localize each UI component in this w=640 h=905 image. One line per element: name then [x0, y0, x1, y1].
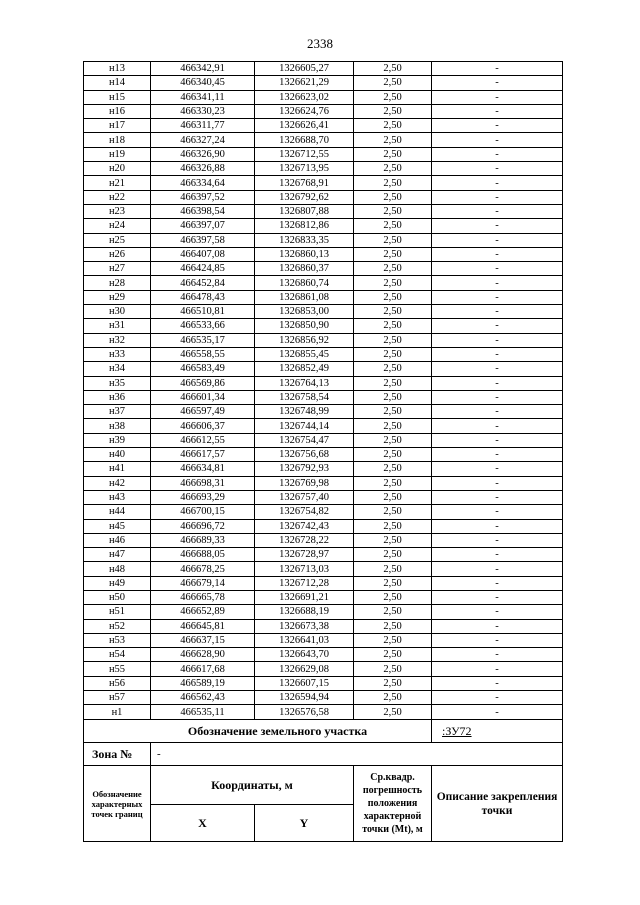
table-row: [84, 633, 563, 647]
description-cell: -: [432, 262, 563, 276]
y-coordinate-cell: 1326860,74: [255, 276, 354, 290]
point-id-cell: н25: [84, 233, 151, 247]
description-cell: -: [432, 619, 563, 633]
description-cell: -: [432, 490, 563, 504]
point-id-cell: н49: [84, 576, 151, 590]
accuracy-cell: 2,50: [354, 576, 432, 590]
description-cell: -: [432, 605, 563, 619]
description-cell: -: [432, 562, 563, 576]
x-coordinate-cell: 466478,43: [151, 290, 255, 304]
table-row: [84, 319, 563, 333]
description-cell: -: [432, 419, 563, 433]
y-coordinate-cell: 1326688,19: [255, 605, 354, 619]
accuracy-cell: 2,50: [354, 319, 432, 333]
zone-value: -: [151, 743, 563, 766]
x-coordinate-cell: 466589,19: [151, 676, 255, 690]
table-row: [84, 476, 563, 490]
description-cell: -: [432, 119, 563, 133]
x-coordinate-cell: 466452,84: [151, 276, 255, 290]
table-row: [84, 204, 563, 218]
description-cell: -: [432, 176, 563, 190]
accuracy-cell: 2,50: [354, 405, 432, 419]
x-coordinate-cell: 466612,55: [151, 433, 255, 447]
accuracy-cell: 2,50: [354, 462, 432, 476]
y-coordinate-cell: 1326853,00: [255, 305, 354, 319]
table-row: [84, 76, 563, 90]
description-cell: -: [432, 548, 563, 562]
x-coordinate-cell: 466700,15: [151, 505, 255, 519]
y-coordinate-cell: 1326754,82: [255, 505, 354, 519]
point-id-cell: н22: [84, 190, 151, 204]
table-row: [84, 104, 563, 118]
x-coordinate-cell: 466311,77: [151, 119, 255, 133]
y-coordinate-cell: 1326629,08: [255, 662, 354, 676]
description-cell: -: [432, 247, 563, 261]
x-coordinate-cell: 466637,15: [151, 633, 255, 647]
table-row: [84, 176, 563, 190]
x-coordinate-cell: 466407,08: [151, 247, 255, 261]
y-coordinate-cell: 1326861,08: [255, 290, 354, 304]
coordinates-header: Координаты, м: [151, 766, 354, 805]
description-cell: -: [432, 433, 563, 447]
table-row: [84, 405, 563, 419]
x-coordinate-cell: 466398,54: [151, 204, 255, 218]
accuracy-cell: 2,50: [354, 176, 432, 190]
accuracy-cell: 2,50: [354, 691, 432, 705]
coordinates-table: [83, 61, 563, 720]
x-coordinate-cell: 466693,29: [151, 490, 255, 504]
x-coordinate-cell: 466326,90: [151, 147, 255, 161]
page-number: 2338: [307, 36, 333, 51]
x-coordinate-cell: 466652,89: [151, 605, 255, 619]
x-coordinate-cell: 466634,81: [151, 462, 255, 476]
description-cell: -: [432, 290, 563, 304]
accuracy-cell: 2,50: [354, 633, 432, 647]
point-id-cell: н26: [84, 247, 151, 261]
point-id-cell: н48: [84, 562, 151, 576]
accuracy-cell: 2,50: [354, 605, 432, 619]
table-row: [84, 562, 563, 576]
accuracy-cell: 2,50: [354, 390, 432, 404]
x-coordinate-cell: 466510,81: [151, 305, 255, 319]
description-cell: -: [432, 233, 563, 247]
y-coordinate-cell: 1326855,45: [255, 347, 354, 361]
x-coordinate-cell: 466601,34: [151, 390, 255, 404]
description-cell: -: [432, 590, 563, 604]
y-coordinate-cell: 1326812,86: [255, 219, 354, 233]
description-cell: -: [432, 90, 563, 104]
point-id-cell: н53: [84, 633, 151, 647]
table-row: [84, 605, 563, 619]
table-row: [84, 290, 563, 304]
y-coordinate-cell: 1326623,02: [255, 90, 354, 104]
point-id-cell: н39: [84, 433, 151, 447]
table-row: [84, 333, 563, 347]
accuracy-cell: 2,50: [354, 276, 432, 290]
y-coordinate-cell: 1326748,99: [255, 405, 354, 419]
accuracy-cell: 2,50: [354, 548, 432, 562]
y-coordinate-cell: 1326621,29: [255, 76, 354, 90]
accuracy-cell: 2,50: [354, 662, 432, 676]
point-id-cell: н46: [84, 533, 151, 547]
y-coordinate-cell: 1326641,03: [255, 633, 354, 647]
y-coordinate-cell: 1326673,38: [255, 619, 354, 633]
accuracy-cell: 2,50: [354, 347, 432, 361]
x-coordinate-cell: 466688,05: [151, 548, 255, 562]
description-cell: -: [432, 462, 563, 476]
point-id-cell: н55: [84, 662, 151, 676]
y-coordinate-cell: 1326626,41: [255, 119, 354, 133]
point-id-cell: н15: [84, 90, 151, 104]
y-coordinate-cell: 1326624,76: [255, 104, 354, 118]
description-cell: -: [432, 104, 563, 118]
accuracy-cell: 2,50: [354, 262, 432, 276]
accuracy-cell: 2,50: [354, 162, 432, 176]
table-row: [84, 347, 563, 361]
description-cell: -: [432, 476, 563, 490]
y-coordinate-cell: 1326758,54: [255, 390, 354, 404]
description-cell: -: [432, 390, 563, 404]
accuracy-cell: 2,50: [354, 590, 432, 604]
description-cell: -: [432, 448, 563, 462]
description-cell: -: [432, 133, 563, 147]
x-coordinate-cell: 466535,17: [151, 333, 255, 347]
accuracy-cell: 2,50: [354, 333, 432, 347]
point-id-cell: н38: [84, 419, 151, 433]
x-coordinate-cell: 466535,11: [151, 705, 255, 719]
table-row: [84, 90, 563, 104]
y-coordinate-cell: 1326728,22: [255, 533, 354, 547]
description-header: Описание закрепления точки: [432, 766, 563, 842]
table-row: [84, 376, 563, 390]
x-coordinate-cell: 466628,90: [151, 648, 255, 662]
accuracy-cell: 2,50: [354, 204, 432, 218]
point-id-cell: н43: [84, 490, 151, 504]
x-coordinate-cell: 466617,68: [151, 662, 255, 676]
description-cell: -: [432, 633, 563, 647]
accuracy-cell: 2,50: [354, 305, 432, 319]
point-id-cell: н28: [84, 276, 151, 290]
y-coordinate-cell: 1326605,27: [255, 62, 354, 76]
table-row: [84, 448, 563, 462]
point-id-cell: н20: [84, 162, 151, 176]
x-coordinate-cell: 466330,23: [151, 104, 255, 118]
y-coordinate-cell: 1326756,68: [255, 448, 354, 462]
table-row: [84, 419, 563, 433]
description-cell: -: [432, 662, 563, 676]
point-id-cell: н44: [84, 505, 151, 519]
x-coordinate-cell: 466665,78: [151, 590, 255, 604]
x-coordinate-cell: 466597,49: [151, 405, 255, 419]
accuracy-cell: 2,50: [354, 676, 432, 690]
accuracy-cell: 2,50: [354, 362, 432, 376]
description-cell: -: [432, 505, 563, 519]
x-coordinate-cell: 466679,14: [151, 576, 255, 590]
y-coordinate-cell: 1326713,95: [255, 162, 354, 176]
description-cell: -: [432, 162, 563, 176]
point-id-cell: н40: [84, 448, 151, 462]
x-coordinate-cell: 466696,72: [151, 519, 255, 533]
x-header: X: [151, 805, 255, 842]
point-id-cell: н1: [84, 705, 151, 719]
point-id-cell: н30: [84, 305, 151, 319]
accuracy-cell: 2,50: [354, 219, 432, 233]
table-row: [84, 548, 563, 562]
accuracy-cell: 2,50: [354, 505, 432, 519]
description-cell: -: [432, 576, 563, 590]
y-coordinate-cell: 1326792,62: [255, 190, 354, 204]
description-cell: -: [432, 676, 563, 690]
accuracy-cell: 2,50: [354, 619, 432, 633]
description-cell: -: [432, 76, 563, 90]
y-coordinate-cell: 1326856,92: [255, 333, 354, 347]
point-id-cell: н13: [84, 62, 151, 76]
point-id-cell: н45: [84, 519, 151, 533]
table-row: [84, 162, 563, 176]
description-cell: -: [432, 219, 563, 233]
accuracy-cell: 2,50: [354, 190, 432, 204]
description-cell: -: [432, 190, 563, 204]
x-coordinate-cell: 466424,85: [151, 262, 255, 276]
table-row: [84, 390, 563, 404]
description-cell: -: [432, 362, 563, 376]
table-row: [84, 247, 563, 261]
accuracy-cell: 2,50: [354, 419, 432, 433]
description-cell: -: [432, 204, 563, 218]
y-coordinate-cell: 1326764,13: [255, 376, 354, 390]
accuracy-cell: 2,50: [354, 376, 432, 390]
point-id-cell: н36: [84, 390, 151, 404]
x-coordinate-cell: 466342,91: [151, 62, 255, 76]
point-id-cell: н34: [84, 362, 151, 376]
x-coordinate-cell: 466397,58: [151, 233, 255, 247]
point-id-cell: н24: [84, 219, 151, 233]
y-coordinate-cell: 1326594,94: [255, 691, 354, 705]
table-row: [84, 533, 563, 547]
y-coordinate-cell: 1326860,13: [255, 247, 354, 261]
x-coordinate-cell: 466569,86: [151, 376, 255, 390]
point-id-cell: н37: [84, 405, 151, 419]
x-coordinate-cell: 466678,25: [151, 562, 255, 576]
table-row: [84, 147, 563, 161]
point-designation-header: Обозначение характерных точек границ: [84, 766, 151, 842]
point-id-cell: н32: [84, 333, 151, 347]
table-row: [84, 433, 563, 447]
parcel-label-cell: [84, 720, 432, 743]
description-cell: -: [432, 347, 563, 361]
accuracy-cell: 2,50: [354, 519, 432, 533]
point-id-cell: н35: [84, 376, 151, 390]
description-cell: -: [432, 533, 563, 547]
y-header: Y: [255, 805, 354, 842]
description-cell: -: [432, 705, 563, 719]
x-coordinate-cell: 466698,31: [151, 476, 255, 490]
x-coordinate-cell: 466645,81: [151, 619, 255, 633]
point-id-cell: н21: [84, 176, 151, 190]
y-coordinate-cell: 1326728,97: [255, 548, 354, 562]
y-coordinate-cell: 1326744,14: [255, 419, 354, 433]
y-coordinate-cell: 1326712,28: [255, 576, 354, 590]
x-coordinate-cell: 466533,66: [151, 319, 255, 333]
description-cell: -: [432, 276, 563, 290]
accuracy-cell: 2,50: [354, 76, 432, 90]
point-id-cell: н50: [84, 590, 151, 604]
x-coordinate-cell: 466558,55: [151, 347, 255, 361]
accuracy-cell: 2,50: [354, 476, 432, 490]
parcel-header-table: [83, 719, 563, 842]
table-row: [84, 705, 563, 719]
description-cell: -: [432, 691, 563, 705]
y-coordinate-cell: 1326807,88: [255, 204, 354, 218]
y-coordinate-cell: 1326769,98: [255, 476, 354, 490]
point-id-cell: н42: [84, 476, 151, 490]
accuracy-cell: 2,50: [354, 490, 432, 504]
point-id-cell: н33: [84, 347, 151, 361]
table-row: [84, 276, 563, 290]
y-coordinate-cell: 1326860,37: [255, 262, 354, 276]
accuracy-cell: 2,50: [354, 147, 432, 161]
point-id-cell: н16: [84, 104, 151, 118]
point-id-cell: н19: [84, 147, 151, 161]
table-row: [84, 648, 563, 662]
y-coordinate-cell: 1326792,93: [255, 462, 354, 476]
y-coordinate-cell: 1326712,55: [255, 147, 354, 161]
point-id-cell: н52: [84, 619, 151, 633]
description-cell: -: [432, 648, 563, 662]
accuracy-cell: 2,50: [354, 290, 432, 304]
x-coordinate-cell: 466397,52: [151, 190, 255, 204]
point-id-cell: н47: [84, 548, 151, 562]
table-row: [84, 590, 563, 604]
point-id-cell: н29: [84, 290, 151, 304]
x-coordinate-cell: 466606,37: [151, 419, 255, 433]
table-row: [84, 691, 563, 705]
x-coordinate-cell: 466326,88: [151, 162, 255, 176]
y-coordinate-cell: 1326754,47: [255, 433, 354, 447]
accuracy-cell: 2,50: [354, 233, 432, 247]
point-id-cell: н23: [84, 204, 151, 218]
table-row: [84, 233, 563, 247]
y-coordinate-cell: 1326576,58: [255, 705, 354, 719]
point-id-cell: н27: [84, 262, 151, 276]
point-id-cell: н17: [84, 119, 151, 133]
y-coordinate-cell: 1326768,91: [255, 176, 354, 190]
accuracy-cell: 2,50: [354, 62, 432, 76]
x-coordinate-cell: 466341,11: [151, 90, 255, 104]
y-coordinate-cell: 1326643,70: [255, 648, 354, 662]
table-row: [84, 505, 563, 519]
point-id-cell: н14: [84, 76, 151, 90]
table-row: [84, 490, 563, 504]
accuracy-cell: 2,50: [354, 433, 432, 447]
table-row: [84, 62, 563, 76]
y-coordinate-cell: 1326757,40: [255, 490, 354, 504]
x-coordinate-cell: 466617,57: [151, 448, 255, 462]
point-id-cell: н51: [84, 605, 151, 619]
accuracy-cell: 2,50: [354, 247, 432, 261]
accuracy-cell: 2,50: [354, 448, 432, 462]
point-id-cell: н18: [84, 133, 151, 147]
y-coordinate-cell: 1326607,15: [255, 676, 354, 690]
table-row: [84, 119, 563, 133]
parcel-label: Обозначение земельного участка: [187, 723, 368, 738]
description-cell: -: [432, 405, 563, 419]
table-row: [84, 133, 563, 147]
accuracy-cell: 2,50: [354, 705, 432, 719]
accuracy-cell: 2,50: [354, 648, 432, 662]
x-coordinate-cell: 466397,07: [151, 219, 255, 233]
point-id-cell: н31: [84, 319, 151, 333]
point-id-cell: н57: [84, 691, 151, 705]
table-row: [84, 462, 563, 476]
x-coordinate-cell: 466583,49: [151, 362, 255, 376]
y-coordinate-cell: 1326850,90: [255, 319, 354, 333]
table-row: [84, 305, 563, 319]
y-coordinate-cell: 1326852,49: [255, 362, 354, 376]
accuracy-cell: 2,50: [354, 562, 432, 576]
x-coordinate-cell: 466340,45: [151, 76, 255, 90]
table-row: [84, 362, 563, 376]
table-row: [84, 576, 563, 590]
y-coordinate-cell: 1326742,43: [255, 519, 354, 533]
x-coordinate-cell: 466327,24: [151, 133, 255, 147]
accuracy-cell: 2,50: [354, 90, 432, 104]
accuracy-cell: 2,50: [354, 119, 432, 133]
description-cell: -: [432, 305, 563, 319]
table-row: [84, 619, 563, 633]
table-row: [84, 662, 563, 676]
x-coordinate-cell: 466334,64: [151, 176, 255, 190]
accuracy-header: Ср.квадр. погрешность положения характерной точки (Mt), м: [354, 766, 432, 842]
y-coordinate-cell: 1326688,70: [255, 133, 354, 147]
description-cell: -: [432, 147, 563, 161]
table-row: [84, 190, 563, 204]
point-id-cell: н54: [84, 648, 151, 662]
x-coordinate-cell: 466689,33: [151, 533, 255, 547]
table-row: [84, 262, 563, 276]
x-coordinate-cell: 466562,43: [151, 691, 255, 705]
description-cell: -: [432, 319, 563, 333]
accuracy-cell: 2,50: [354, 133, 432, 147]
table-row: [84, 676, 563, 690]
description-cell: -: [432, 519, 563, 533]
description-cell: -: [432, 333, 563, 347]
table-row: [84, 219, 563, 233]
description-cell: -: [432, 62, 563, 76]
y-coordinate-cell: 1326833,35: [255, 233, 354, 247]
point-id-cell: н56: [84, 676, 151, 690]
accuracy-cell: 2,50: [354, 533, 432, 547]
accuracy-cell: 2,50: [354, 104, 432, 118]
description-cell: -: [432, 376, 563, 390]
y-coordinate-cell: 1326713,03: [255, 562, 354, 576]
table-row: [84, 519, 563, 533]
y-coordinate-cell: 1326691,21: [255, 590, 354, 604]
point-id-cell: н41: [84, 462, 151, 476]
coordinates-table-body: [84, 62, 563, 720]
zone-label: Зона №: [84, 743, 151, 766]
parcel-value: :ЗУ72: [432, 720, 563, 743]
